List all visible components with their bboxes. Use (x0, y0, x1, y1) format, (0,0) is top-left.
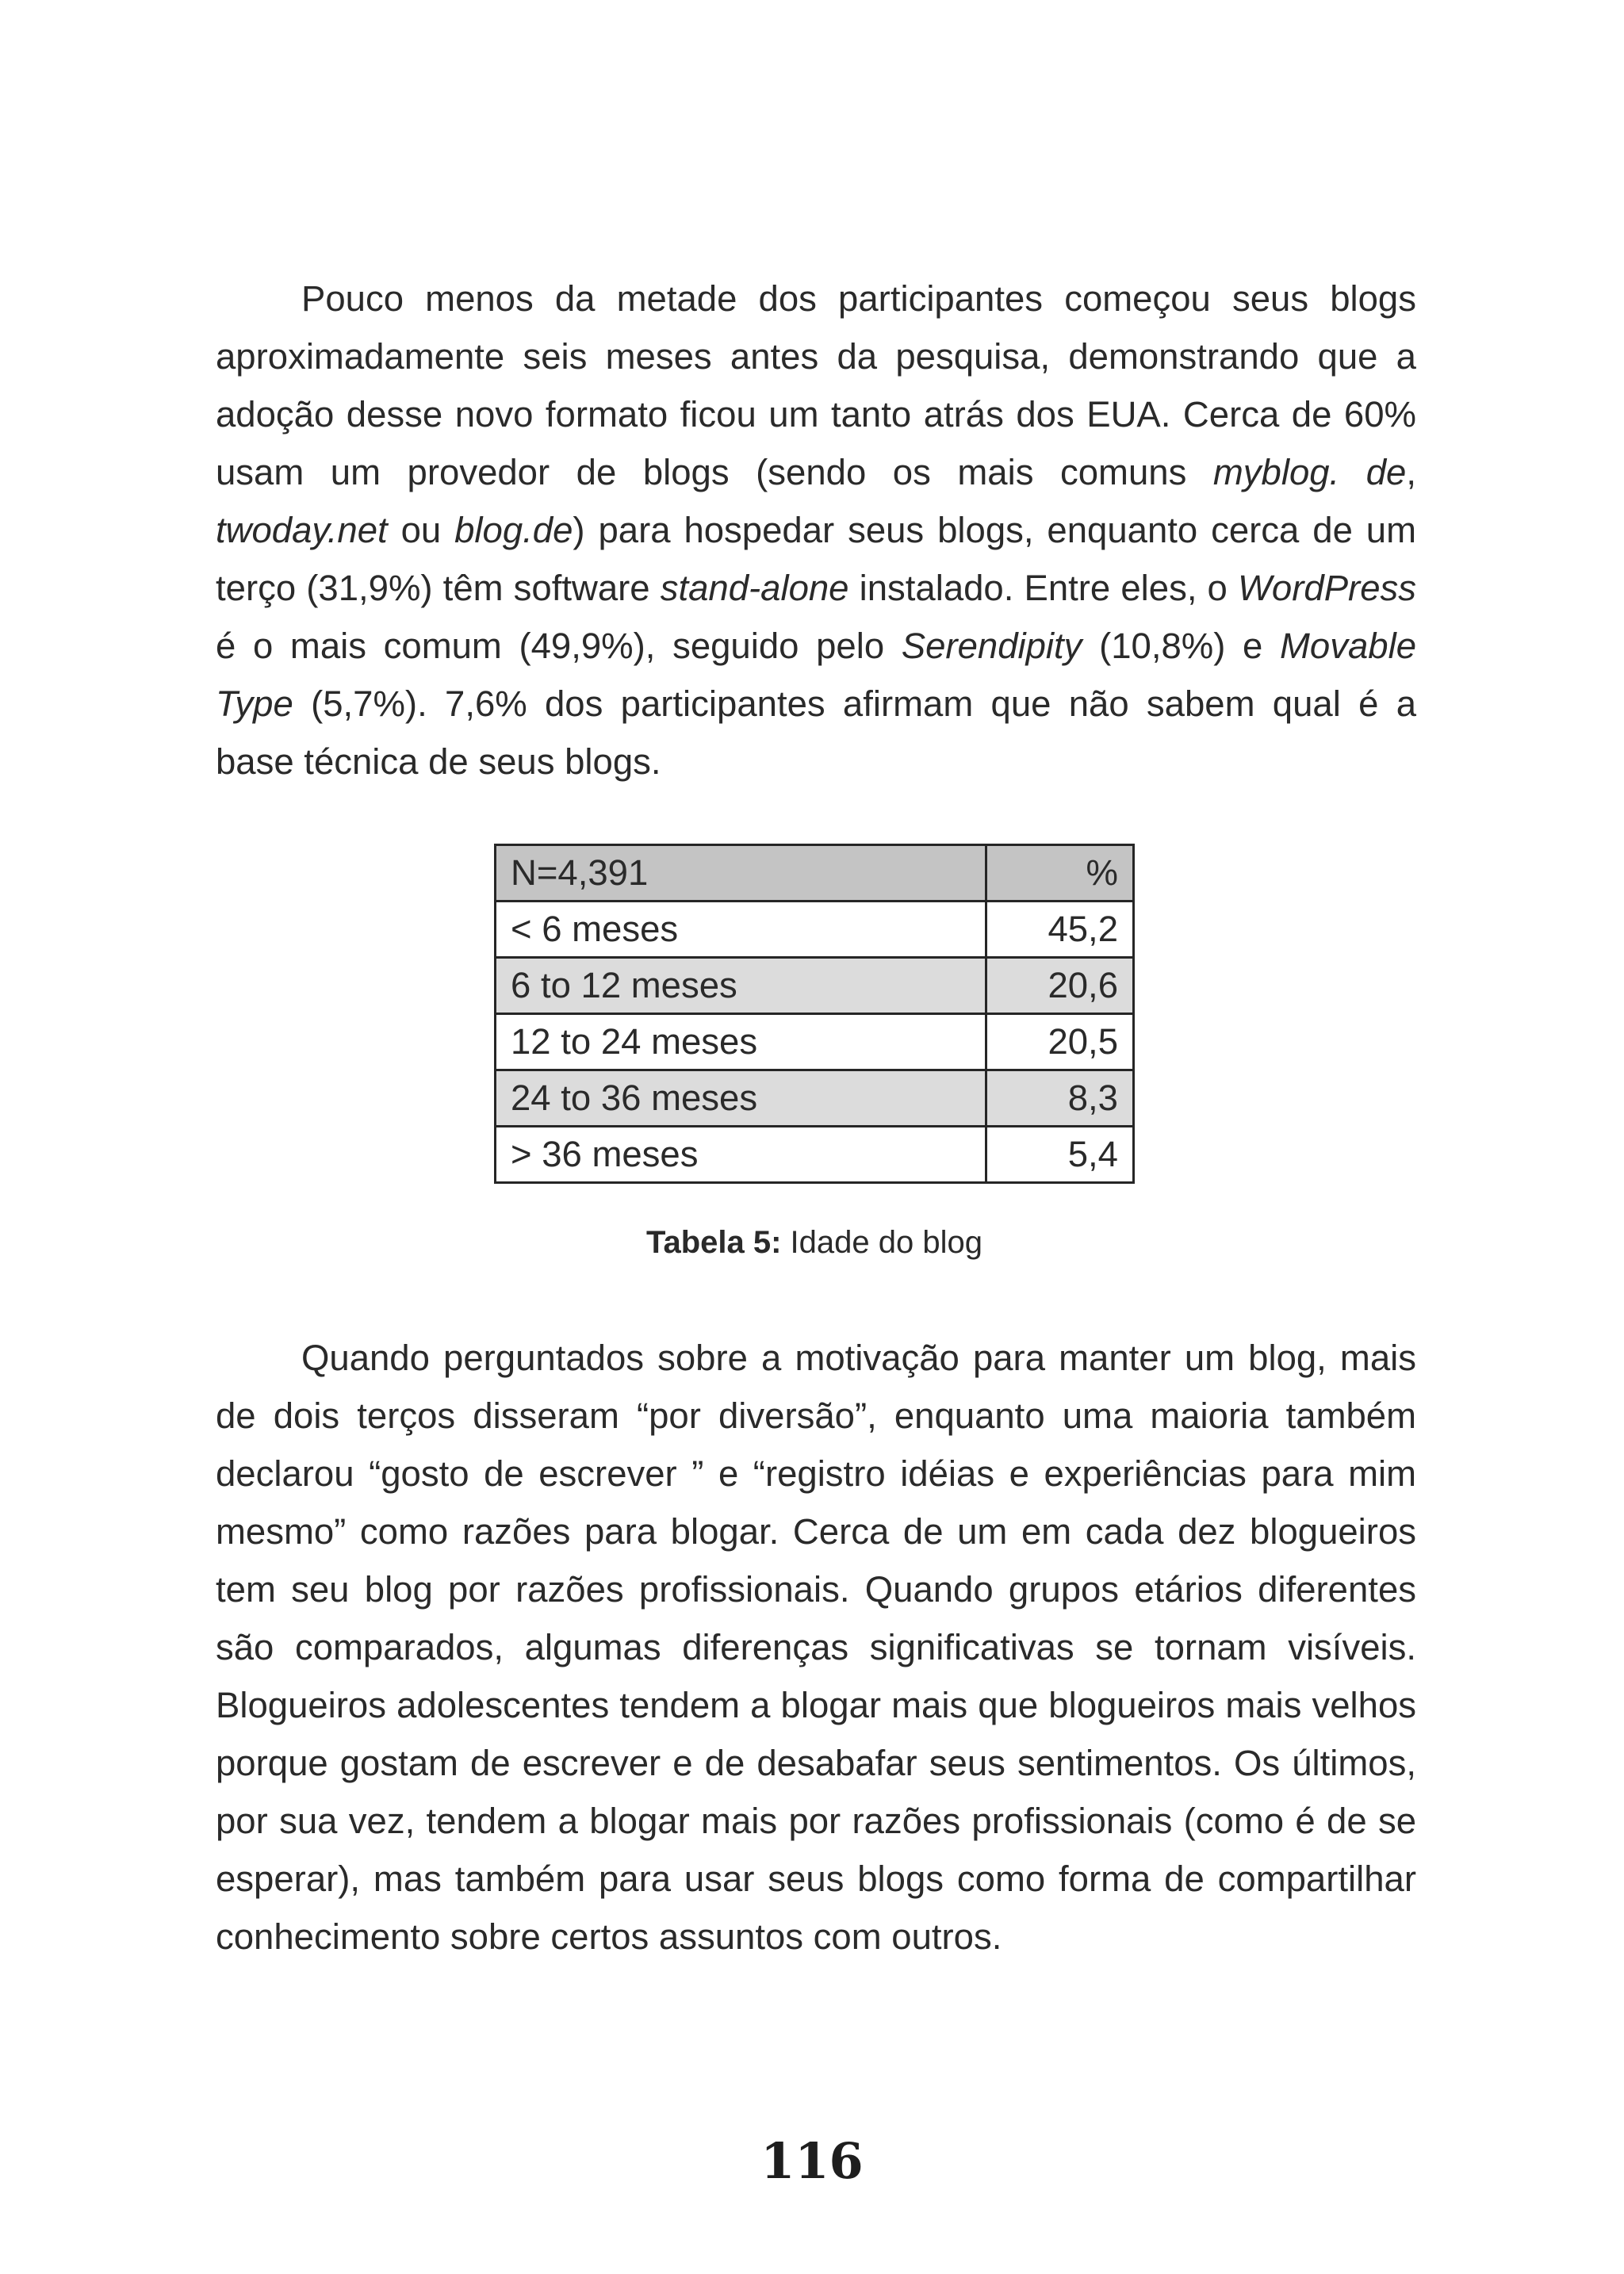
table-cell-label: 24 to 36 meses (496, 1070, 986, 1127)
table-row (496, 958, 1134, 1014)
paragraph-text: , (1406, 452, 1416, 492)
table-row (496, 1014, 1134, 1070)
page-number: 116 (760, 2132, 864, 2190)
table-cell-label: 12 to 24 meses (496, 1014, 986, 1070)
table-header-row (496, 845, 1134, 902)
table-cell-value: 20,6 (986, 958, 1134, 1014)
italic-term-serendipity: Serendipity (901, 626, 1082, 666)
table-row (496, 1127, 1134, 1183)
paragraph-text: instalado. Entre eles, o (848, 568, 1238, 608)
table-row (496, 902, 1134, 958)
paragraph-text: é o mais comum (49,9%), seguido pelo (216, 626, 902, 666)
italic-term-movabletype: Movable Type (216, 626, 1416, 724)
blog-age-table (494, 844, 1135, 1184)
paragraph-text: (5,7%). 7,6% dos participantes afirmam que não sabem qual é a base técnica de seus blogs. (216, 683, 1416, 782)
table-caption-text: Idade do blog (781, 1225, 982, 1260)
blog-age-table-container (494, 844, 1135, 1184)
table-cell-value: 5,4 (986, 1127, 1134, 1183)
body-paragraph-1 (216, 270, 1416, 791)
paragraph-text: Pouco menos da metade dos participantes começou seus blogs aproximadamente seis meses antes da pesquisa, demonstrando que a adoção desse novo formato ficou um tanto atrás dos EUA. Cerca de 60% usam um provedor de blogs (sendo os mais comuns (216, 278, 1416, 492)
table-cell-label: 6 to 12 meses (496, 958, 986, 1014)
table-row (496, 1070, 1134, 1127)
table-cell-label: > 36 meses (496, 1127, 986, 1183)
table-caption (494, 1223, 1135, 1262)
paragraph-text: (10,8%) e (1082, 626, 1281, 666)
italic-term-wordpress: WordPress (1237, 568, 1416, 608)
italic-term-twoday: twoday.net (216, 510, 388, 550)
table-cell-label: < 6 meses (496, 902, 986, 958)
paragraph-text: ) para hospedar seus blogs, enquanto cerca de um terço (31,9%) têm software (216, 510, 1416, 608)
italic-term-blogde: blog.de (454, 510, 573, 550)
body-paragraph-2: Quando perguntados sobre a motivação para manter um blog, mais de dois terços disseram “por diversão”, enquanto uma maioria também declarou “gosto de escrever ” e “registro idéias e experiências para mim mesmo” como razões para blogar. Cerca de um em cada dez blogueiros tem seu blog por razões profissionais. Quando grupos etários diferentes são comparados, algumas diferenças significativas se tornam visíveis. Blogueiros adolescentes tendem a blogar mais que blogueiros mais velhos porque gostam de escrever e de desabafar seus sentimentos. Os últimos, por sua vez, tendem a blogar mais por razões profissionais (como é de se esperar), mas também para usar seus blogs como forma de compartilhar conhecimento sobre certos assuntos com outros. (216, 1338, 1416, 1957)
italic-term-standalone: stand-alone (660, 568, 849, 608)
italic-term-myblog: myblog. de (1212, 452, 1407, 492)
table-cell-value: 20,5 (986, 1014, 1134, 1070)
table-cell-value: 45,2 (986, 902, 1134, 958)
table-caption-label: Tabela 5: (646, 1225, 782, 1260)
table-header-label: N=4,391 (496, 845, 986, 902)
table-header-value: % (986, 845, 1134, 902)
table-cell-value: 8,3 (986, 1070, 1134, 1127)
paragraph-text: ou (387, 510, 455, 550)
